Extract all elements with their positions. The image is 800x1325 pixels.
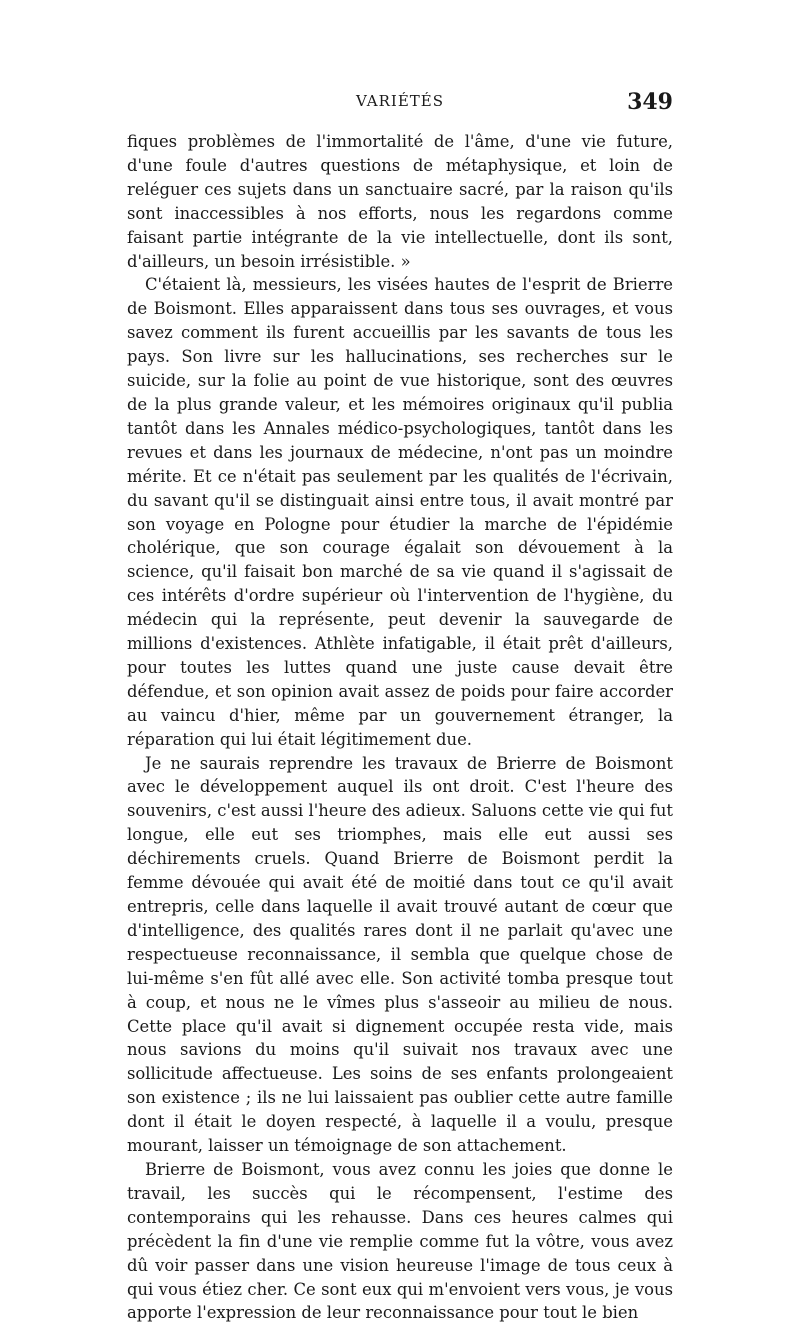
paragraph-1: fiques problèmes de l'immortalité de l'âme, d'une vie future, d'une foule d'autres questions de métaphysique, et loin de reléguer ces sujets dans un sanctuaire sacré, par la raison qu'ils sont inaccessibles à nos efforts, nous les regardons comme faisant partie intégrante de la vie intellectuelle, dont ils sont, d'ailleurs, un besoin irrésistible. » bbox=[127, 132, 673, 271]
page-header bbox=[127, 89, 673, 122]
body-text bbox=[127, 130, 673, 1325]
paragraph-4: Brierre de Boismont, vous avez connu les joies que donne le travail, les succès qui le récompensent, l'estime des contemporains qui les rehausse. Dans ces heures calmes qui précèdent la fin d'une vie remplie comme fut la vôtre, vous avez dû voir passer dans une vision heureuse l'image de tous ceux à qui vous étiez cher. Ce sont eux qui m'envoient vers vous, je vous apporte l'expression de leur reconnaissance pour tout le bien bbox=[127, 1159, 673, 1323]
page-number: 349 bbox=[627, 89, 673, 115]
paragraph-2: C'étaient là, messieurs, les visées hautes de l'esprit de Brierre de Boismont. Elles apparaissent dans tous ses ouvrages, et vous savez comment ils furent accueillis par les savants de tous les pays. Son livre sur les hallucinations, ses recherches sur le suicide, sur la folie au point de vue historique, sont des œuvres de la plus grande valeur, et les mémoires originaux qu'il publia tantôt dans les Annales médico-psychologiques, tantôt dans les revues et dans les journaux de médecine, n'ont pas un moindre mérite. Et ce n'était pas seulement par les qualités de l'écrivain, du savant qu'il se distinguait ainsi entre tous, il avait montré par son voyage en Pologne pour étudier la marche de l'épidémie cholérique, que son courage égalait son dévouement à la science, qu'il faisait bon marché de sa vie quand il s'agissait de ces intérêts d'ordre supérieur où l'intervention de l'hygiène, du médecin qui la représente, peut devenir la sauvegarde de millions d'existences. Athlète infatigable, il était prêt d'ailleurs, pour toutes les luttes quand une juste cause devait être défendue, et son opinion avait assez de poids pour faire accorder au vaincu d'hier, même par un gouvernement étranger, la réparation qui lui était légitimement due. bbox=[127, 275, 673, 749]
book-page bbox=[127, 89, 673, 1325]
paragraph-3: Je ne saurais reprendre les travaux de Brierre de Boismont avec le développement auquel ils ont droit. C'est l'heure des souvenirs, c'est aussi l'heure des adieux. Saluons cette vie qui fut longue, elle eut ses triomphes, mais elle eut aussi ses déchirements cruels. Quand Brierre de Boismont perdit la femme dévouée qui avait été de moitié dans tout ce qu'il avait entrepris, celle dans laquelle il avait trouvé autant de cœur que d'intelligence, des qualités rares dont il ne parlait qu'avec une respectueuse reconnaissance, il sembla que quelque chose de lui-même s'en fût allé avec elle. Son activité tomba presque tout à coup, et nous ne le vîmes plus s'asseoir au milieu de nous. Cette place qu'il avait si dignement occupée resta vide, mais nous savions du moins qu'il suivait nos travaux avec une sollicitude affectueuse. Les soins de ses enfants prolongeaient son existence ; ils ne lui laissaient pas oublier cette autre famille dont il était le doyen respecté, à laquelle il a voulu, presque mourant, laisser un témoignage de son attachement. bbox=[127, 753, 673, 1156]
running-head: VARIÉTÉS bbox=[355, 92, 445, 110]
